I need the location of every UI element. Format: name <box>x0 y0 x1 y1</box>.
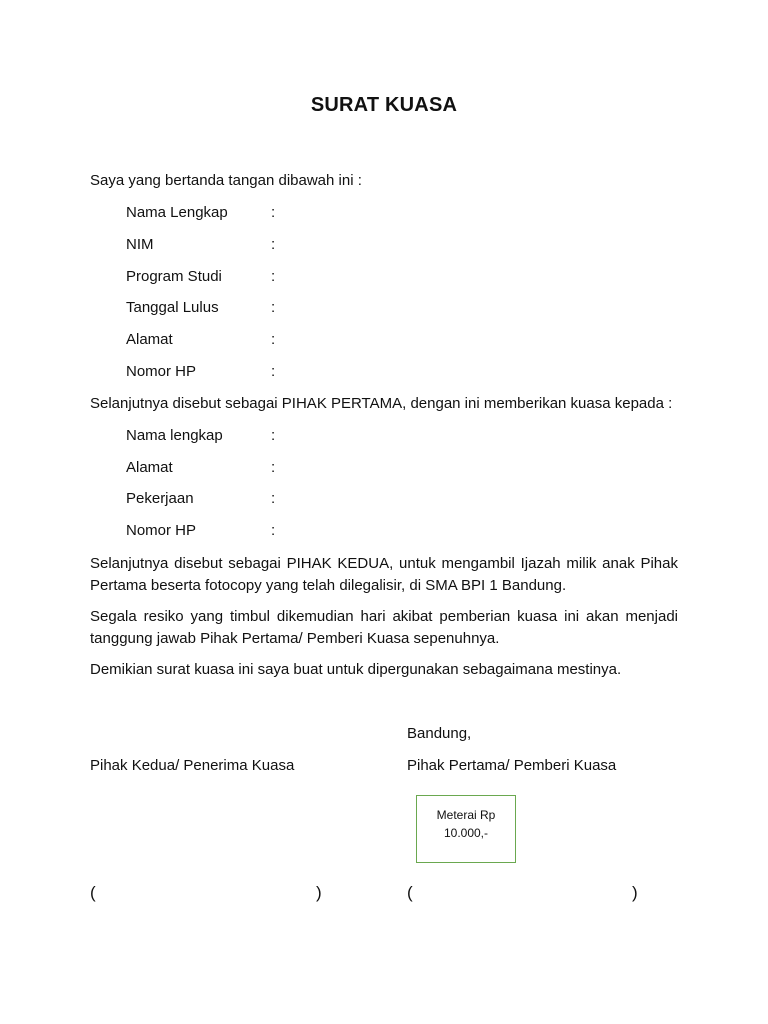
field-label-nomor-hp-2: Nomor HP <box>126 522 197 539</box>
left-signature-close-paren: ) <box>316 883 322 902</box>
field-label-nama-lengkap: Nama Lengkap <box>126 204 228 221</box>
stamp-text-line-2: 10.000,- <box>443 826 489 840</box>
stamp-text-line-1: Meterai Rp <box>436 808 496 822</box>
paragraph-responsibility <box>90 606 678 650</box>
signature-place: Bandung, <box>407 725 472 742</box>
transition-text: Selanjutnya disebut sebagai PIHAK PERTAMA, dengan ini memberikan kuasa kepada : <box>90 395 673 412</box>
right-signature-open-paren: ( <box>407 883 413 902</box>
field-label-alamat: Alamat <box>126 331 173 348</box>
paragraph-line: Selanjutnya disebut sebagai PIHAK KEDUA, untuk mengambil Ijazah milik anak Pihak <box>90 555 678 572</box>
paragraph-line: Segala resiko yang timbul dikemudian hari akibat pemberian kuasa ini akan menjadi <box>90 608 678 625</box>
stamp-box <box>416 795 516 863</box>
field-label-nama-lengkap-2: Nama lengkap <box>126 427 223 444</box>
field-colon: : <box>271 459 276 476</box>
field-label-nim: NIM <box>126 236 154 253</box>
field-colon: : <box>271 331 276 348</box>
paragraph-line: tanggung jawab Pihak Pertama/ Pemberi Kuasa sepenuhnya. <box>90 630 500 647</box>
closing-text: Demikian surat kuasa ini saya buat untuk dipergunakan sebagaimana mestinya. <box>90 661 622 678</box>
left-signature-open-paren: ( <box>90 883 96 902</box>
intro-text: Saya yang bertanda tangan dibawah ini : <box>90 172 362 189</box>
signature-right-role: Pihak Pertama/ Pemberi Kuasa <box>407 757 617 774</box>
field-colon: : <box>271 236 276 253</box>
paragraph-authorization <box>90 553 678 597</box>
field-colon: : <box>271 490 276 507</box>
signature-left-role: Pihak Kedua/ Penerima Kuasa <box>90 757 295 774</box>
field-colon: : <box>271 204 276 221</box>
field-label-alamat-2: Alamat <box>126 459 173 476</box>
field-label-nomor-hp: Nomor HP <box>126 363 197 380</box>
field-label-program-studi: Program Studi <box>126 268 222 285</box>
field-label-tanggal-lulus: Tanggal Lulus <box>126 299 219 316</box>
field-colon: : <box>271 268 276 285</box>
paragraph-line: Pertama beserta fotocopy yang telah dilegalisir, di SMA BPI 1 Bandung. <box>90 577 567 594</box>
document-title: SURAT KUASA <box>310 94 458 116</box>
right-signature-close-paren: ) <box>632 883 638 902</box>
field-colon: : <box>271 522 276 539</box>
field-colon: : <box>271 363 276 380</box>
field-colon: : <box>271 299 276 316</box>
field-colon: : <box>271 427 276 444</box>
field-label-pekerjaan: Pekerjaan <box>126 490 194 507</box>
